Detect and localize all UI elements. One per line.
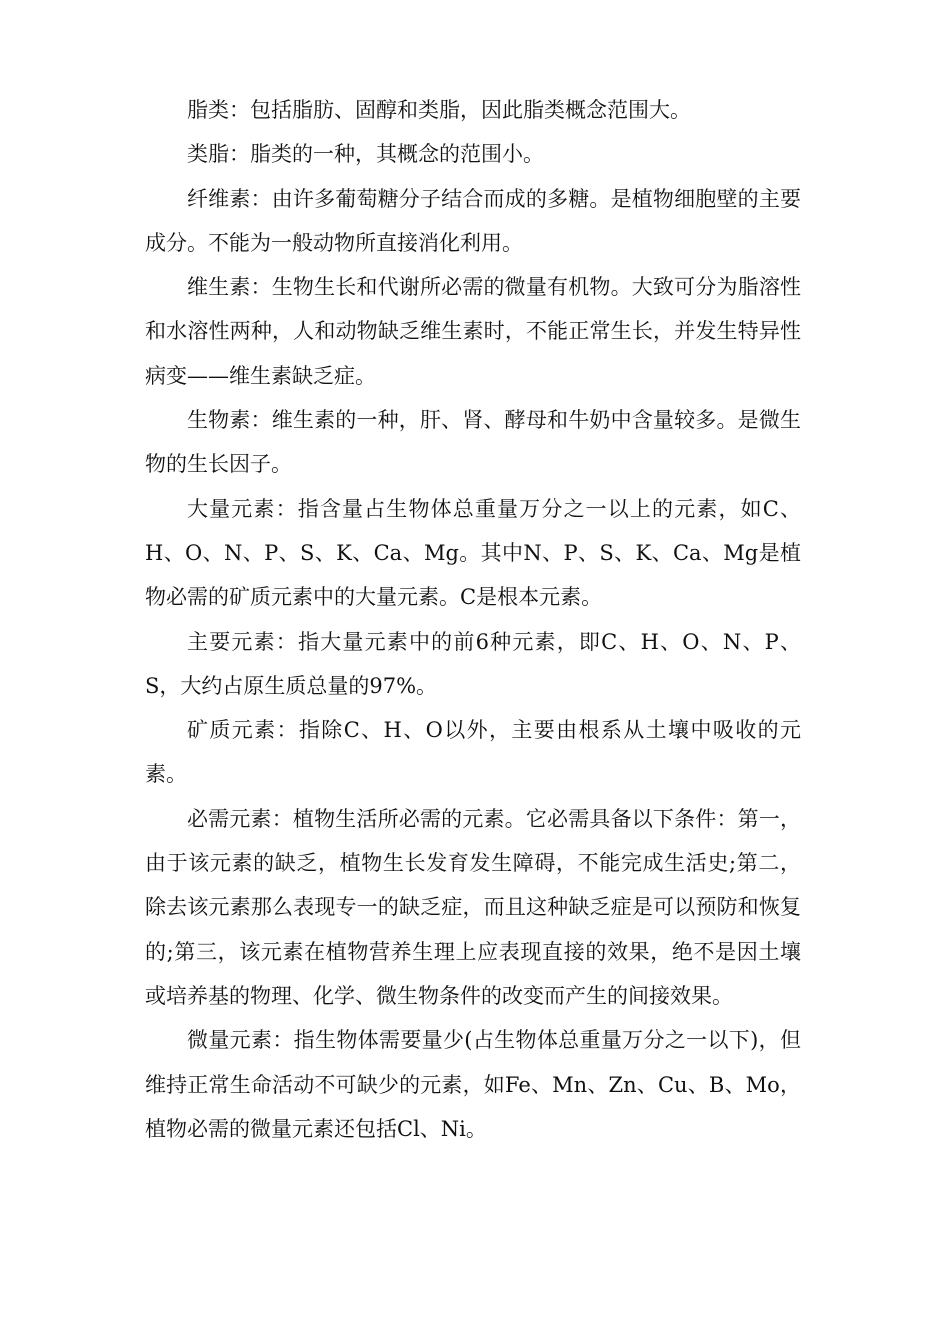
paragraph-mineral-elements: 矿质元素：指除C、H、O以外，主要由根系从土壤中吸收的元素。 — [145, 718, 801, 787]
paragraph-vitamins: 维生素：生物生长和代谢所必需的微量有机物。大致可分为脂溶性和水溶性两种，人和动物缺乏维生素时，不能正常生长，并发生特异性病变——维生素缺乏症。 — [145, 275, 801, 388]
document-body — [145, 88, 801, 1151]
paragraph-major-elements: 主要元素：指大量元素中的前6种元素，即C、H、O、N、P、S，大约占原生质总量的97%。 — [145, 629, 801, 698]
paragraph-lipids: 脂类：包括脂肪、固醇和类脂，因此脂类概念范围大。 — [187, 98, 691, 122]
paragraph-cellulose: 纤维素：由许多葡萄糖分子结合而成的多糖。是植物细胞壁的主要成分。不能为一般动物所直接消化利用。 — [145, 186, 801, 255]
paragraph-trace-elements: 微量元素：指生物体需要量少(占生物体总重量万分之一以下)，但维持正常生命活动不可缺少的元素，如Fe、Mn、Zn、Cu、B、Mo，植物必需的微量元素还包括Cl、Ni。 — [145, 1028, 801, 1141]
paragraph-essential-elements: 必需元素：植物生活所必需的元素。它必需具备以下条件：第一，由于该元素的缺乏，植物生长发育发生障碍，不能完成生活史;第二，除去该元素那么表现专一的缺乏症，而且这种缺乏症是可以预防和恢复的;第三，该元素在植物营养生理上应表现直接的效果，绝不是因土壤或培养基的物理、化学、微生物条件的改变而产生的间接效果。 — [145, 806, 801, 1008]
paragraph-biotin: 生物素：维生素的一种，肝、肾、酵母和牛奶中含量较多。是微生物的生长因子。 — [145, 408, 801, 477]
paragraph-lipoids: 类脂：脂类的一种，其概念的范围小。 — [187, 142, 544, 167]
paragraph-macroelements: 大量元素：指含量占生物体总重量万分之一以上的元素，如C、H、O、N、P、S、K、Ca、Mg。其中N、P、S、K、Ca、Mg是植物必需的矿质元素中的大量元素。C是根本元素。 — [145, 496, 801, 610]
